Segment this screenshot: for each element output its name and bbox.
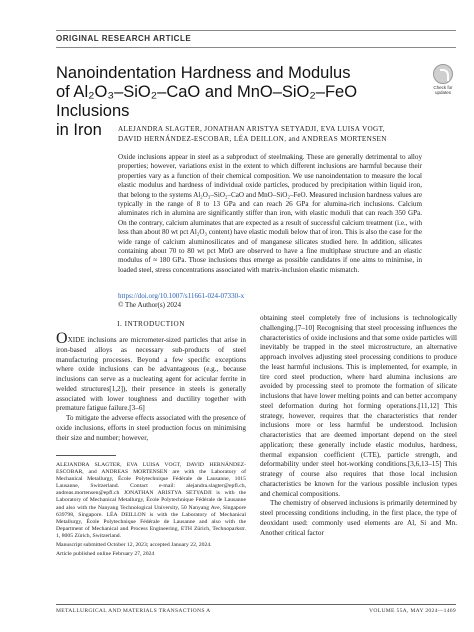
intro-paragraph-2: To mitigate the adverse effects associated with the presence of oxide inclusions, efforts in steel production focus on minimising their size and number; however, [56, 414, 246, 442]
author-line-2: DAVID HERNÁNDEZ-ESCOBAR, LÉA DEILLON, and ANDREAS MORTENSEN [118, 135, 387, 143]
intro-right-text [260, 314, 457, 538]
intro-paragraph-1 [56, 330, 246, 414]
manuscript-dates: Manuscript submitted October 12, 2023; accepted January 22, 2024. [56, 542, 212, 549]
title-line-1: Nanoindentation Hardness and Modulus [56, 64, 351, 82]
author-list [118, 124, 448, 144]
title-line-2: of Al₂O₃–SiO₂–CaO and MnO–SiO₂–FeO Inclusions [56, 83, 358, 120]
check-for-updates-badge[interactable] [428, 64, 458, 96]
footer-journal: METALLURGICAL AND MATERIALS TRANSACTIONS A [56, 608, 211, 614]
copyright-line: © The Author(s) 2024 [118, 301, 181, 310]
drop-cap: O [56, 330, 68, 347]
check-updates-label [428, 85, 458, 95]
author-line-1: ALEJANDRA SLAGTER, JONATHAN ARISTYA SETYADJI, EVA LUISA VOGT, [118, 125, 385, 133]
right-paragraph-2: The chemistry of observed inclusions is primarily determined by steel processing conditions including, in the first place, the type of deoxidant used: commonly used elements are Al, Si and Mn. Another critical factor [260, 499, 457, 537]
footnotes [56, 462, 246, 560]
affiliation-footnote: ALEJANDRA SLAGTER, EVA LUISA VOGT, DAVID HERNÁNDEZ-ESCOBAR, and ANDREAS MORTENSEN are with the Laboratory of Mechanical Metallurgy, École Polytechnique Fédérale de Lausanne, 1015 Lausanne, Switzerland. Contact e-mail: alejandra.slagter@epfl.ch, andreas.mortensen@epfl.ch JONATHAN ARISTYA SETYADJI is with the Laboratory of Mechanical Metallurgy, École Polytechnique Fédérale de Lausanne and also with the Nanyang Technological University, 50 Nanyang Ave, Singapore 639798, Singapore. LÉA DEILLON is with the Laboratory of Mechanical Metallurgy, École Polytechnique Fédérale de Lausanne and also with the Department of Mechanical and Process Engineering, ETH Zürich, Technoparkstr. 1, 8005 Zürich, Switzerland. [56, 462, 246, 539]
right-paragraph-1: obtaining steel completely free of inclusions is technologically challenging.[7–10] Recognising that steel processing influences the characteristics of oxide inclusions and that some oxide particles will inevitably be trapped in the steel microstructure, an alternative approach involves adjusting steel processing conditions to produce the least harmful inclusions. This is implemented, for example, in tire cord steel production, where hard alumina inclusions are avoided by processing steel to promote the formation of silicate inclusions that have lower melting points and can better accompany steel deformation during hot forming operations.[11,12] This strategy, however, requires that the characteristics that render inclusions more or less harmful be understood. Inclusion characteristics that are deemed important depend on the steel application; these generally include elastic modulus, hardness, thermal expansion coefficient (CTE), particle strength, and deformability under steel hot-working conditions.[3,6,13–15] This strategy of course also requires that those local inclusion characteristics be known for the various possible inclusion types and chemical compositions. [260, 314, 457, 498]
footer-volume: VOLUME 55A, MAY 2024—1469 [369, 608, 456, 614]
article-meta [118, 292, 422, 311]
section-heading: I. INTRODUCTION [117, 320, 185, 328]
check-updates-line-1: Check for [433, 85, 453, 90]
right-column [260, 314, 457, 538]
check-updates-icon [433, 64, 453, 84]
abstract: Oxide inclusions appear in steel as a subproduct of steelmaking. These are generally detrimental to alloy properties; however, variations exist in the extent to which different inclusions are harmful because their properties vary as a function of their chemical composition. We use nanoindentation to measure the local elastic modulus and hardness of individual oxide particles, produced by precipitation within liquid iron, that belong to the systems Al₂O₃–SiO₂–CaO and MnO–SiO₂–FeO. Measured inclusion hardness values are typically in the range of 8 to 13 GPa and can reach 26 GPa for alumina-rich inclusions. Calcium aluminates rich in alumina are significantly stiffer than iron, with elastic moduli that can reach 350 GPa. On the contrary, calcium aluminates that are expected as a result of successful calcium treatment (i.e., with less than about 80 wt pct Al₂O₃ content) have elastic moduli below that of iron. This is also the case for the wide range of calcium aluminosilicates and of manganese silicates studied here. In addition, silicates containing about 70 to 80 wt pct MnO are observed to have a fine multiphase structure and an elastic modulus of ≈ 180 GPa. Those inclusions thus emerge as possible candidates if one aims to minimise, in loaded steel, stress concentrations associated with matrix-inclusion elastic mismatch. [118, 153, 422, 274]
doi-link[interactable]: https://doi.org/10.1007/s11661-024-07330-x [118, 292, 245, 300]
intro-left-text [56, 330, 246, 443]
check-updates-line-2: updates [434, 90, 451, 95]
header-rule-bottom [56, 47, 456, 48]
article-type-label: ORIGINAL RESEARCH ARTICLE [56, 34, 192, 43]
footer-rule [56, 604, 456, 605]
title-line-3: in Iron [56, 121, 102, 139]
footnote-rule [56, 455, 116, 456]
intro-paragraph-1-text: XIDE inclusions are micrometer-sized particles that arise in iron-based alloys as necessary sub-products of steel manufacturing processes. Beyond a few specific exceptions where oxide inclusions can be advantageous (e.g., because inclusions can serve as a nucleating agent for acicular ferrite in welded structures[1,2]), their presence in steels is generally associated with lower toughness and ductility together with premature fatigue failure.[3–6] [56, 336, 246, 413]
left-column [56, 316, 246, 443]
header-rule-top [56, 30, 456, 31]
published-date: Article published online February 27, 2024 [56, 551, 155, 558]
